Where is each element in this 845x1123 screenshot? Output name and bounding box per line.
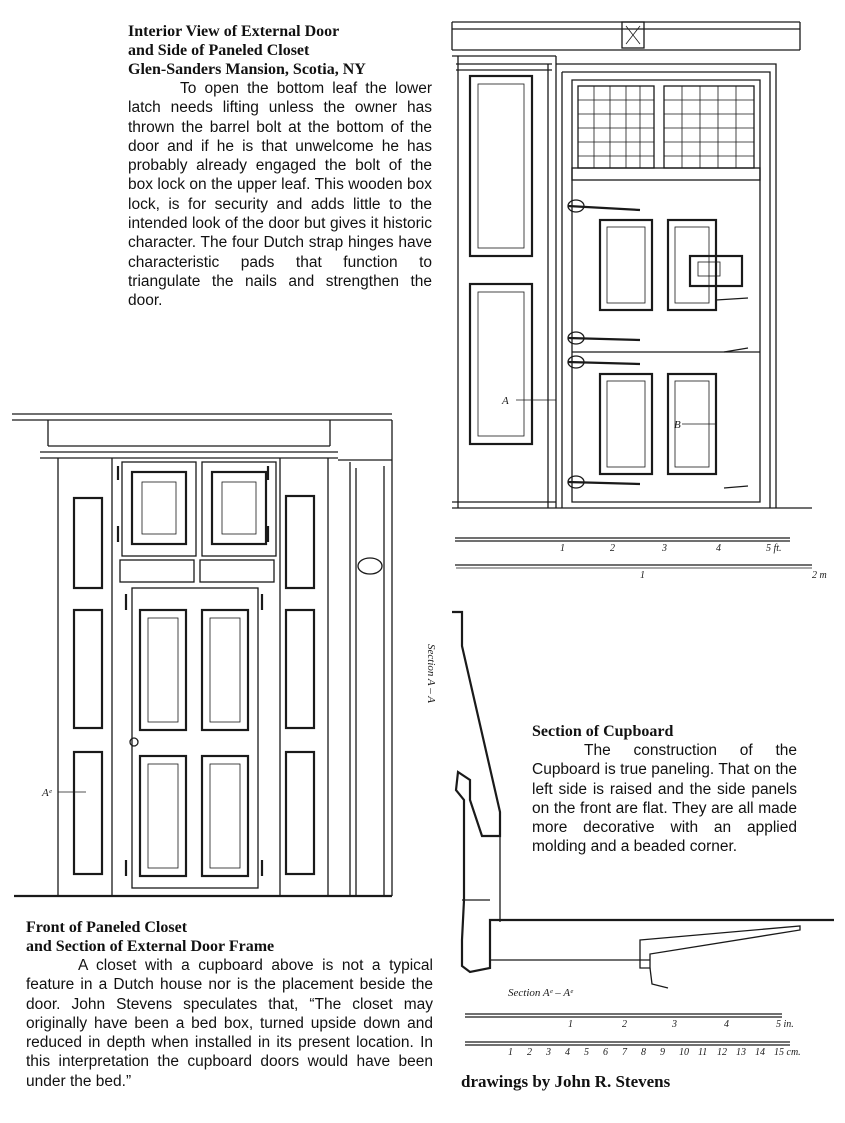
bottom-caption-text: A closet with a cupboard above is not a typical feature in a Dutch house nor is the placement beside the door. John Stevens speculates that, “The closet may originally have been a bed box, turned upside down and reduced in depth when installed in its present location. In this interpretation the cupboard doors would have been under the bed.” bbox=[26, 957, 433, 1090]
section-caption-title: Section of Cupboard bbox=[532, 723, 674, 740]
scale-cm-2: 2 bbox=[527, 1047, 532, 1058]
scale-cm-14: 14 bbox=[755, 1047, 765, 1058]
scale-cm-9: 9 bbox=[660, 1047, 665, 1058]
scale-cm-1: 1 bbox=[508, 1047, 513, 1058]
scale-ft-2: 2 bbox=[610, 543, 615, 554]
scale-cm-labels bbox=[508, 1047, 801, 1058]
scale-in-3: 3 bbox=[672, 1019, 677, 1030]
section-caption-text: The construction of the Cupboard is true paneling. That on the left side is raised and the side panels on the front are flat. They are all made more decorative with an applied molding and a beaded corner. bbox=[532, 742, 797, 856]
top-title-line-2: and Side of Paneled Closet bbox=[128, 42, 310, 59]
scale-m-2: 2 m bbox=[812, 570, 827, 581]
cupboard-section-drawing bbox=[425, 612, 834, 999]
scale-in-2: 2 bbox=[622, 1019, 627, 1030]
bottom-title-line-2: and Section of External Door Frame bbox=[26, 938, 275, 955]
scale-in-1: 1 bbox=[568, 1019, 573, 1030]
paneled-closet-drawing bbox=[12, 414, 392, 896]
scale-cm-4: 4 bbox=[565, 1047, 570, 1058]
label-section-a: A bbox=[502, 395, 509, 407]
scale-ft-5: 5 ft. bbox=[766, 543, 782, 554]
scale-ft-3: 3 bbox=[662, 543, 667, 554]
external-door-drawing bbox=[452, 22, 812, 508]
scale-cm-6: 6 bbox=[603, 1047, 608, 1058]
top-title-line-1: Interior View of External Door bbox=[128, 23, 340, 40]
top-scale-bars bbox=[455, 538, 827, 581]
bottom-scale-bars bbox=[465, 1014, 801, 1058]
scale-in-4: 4 bbox=[724, 1019, 729, 1030]
label-section-aa-prime: Section Aᵉ – Aᵉ bbox=[508, 987, 573, 999]
scale-cm-13: 13 bbox=[736, 1047, 746, 1058]
scale-cm-11: 11 bbox=[698, 1047, 708, 1058]
label-section-b: B bbox=[674, 419, 681, 431]
scale-cm-5: 5 bbox=[584, 1047, 589, 1058]
drawing-credit: drawings by John R. Stevens bbox=[461, 1072, 671, 1091]
scale-cm-3: 3 bbox=[546, 1047, 551, 1058]
scale-cm-8: 8 bbox=[641, 1047, 646, 1058]
top-title-line-3: Glen-Sanders Mansion, Scotia, NY bbox=[128, 61, 366, 78]
scale-m-1: 1 bbox=[640, 570, 645, 581]
scale-ft-1: 1 bbox=[560, 543, 565, 554]
bottom-title-line-1: Front of Paneled Closet bbox=[26, 919, 188, 936]
scale-in-5: 5 in. bbox=[776, 1019, 794, 1030]
top-caption-text: To open the bottom leaf the lower latch needs lifting unless the owner has thrown the barrel bolt at the bottom of the door and if he is that unwelcome he has probably already engaged the bolt of the box lock on the upper leaf. This wooden box lock, is for security and adds little to the intended look of the door but gives it historic character. The four Dutch strap hinges have characteristic pads that function to triangulate the nails and strengthen the door. bbox=[128, 80, 432, 310]
label-section-aa-vertical: Section A – A bbox=[425, 644, 437, 703]
scale-ft-4: 4 bbox=[716, 543, 721, 554]
scale-cm-10: 10 bbox=[679, 1047, 689, 1058]
scale-cm-15: 15 cm. bbox=[774, 1047, 801, 1058]
label-section-a-prime: Aᵉ bbox=[42, 787, 52, 799]
scale-cm-12: 12 bbox=[717, 1047, 727, 1058]
scale-cm-7: 7 bbox=[622, 1047, 627, 1058]
